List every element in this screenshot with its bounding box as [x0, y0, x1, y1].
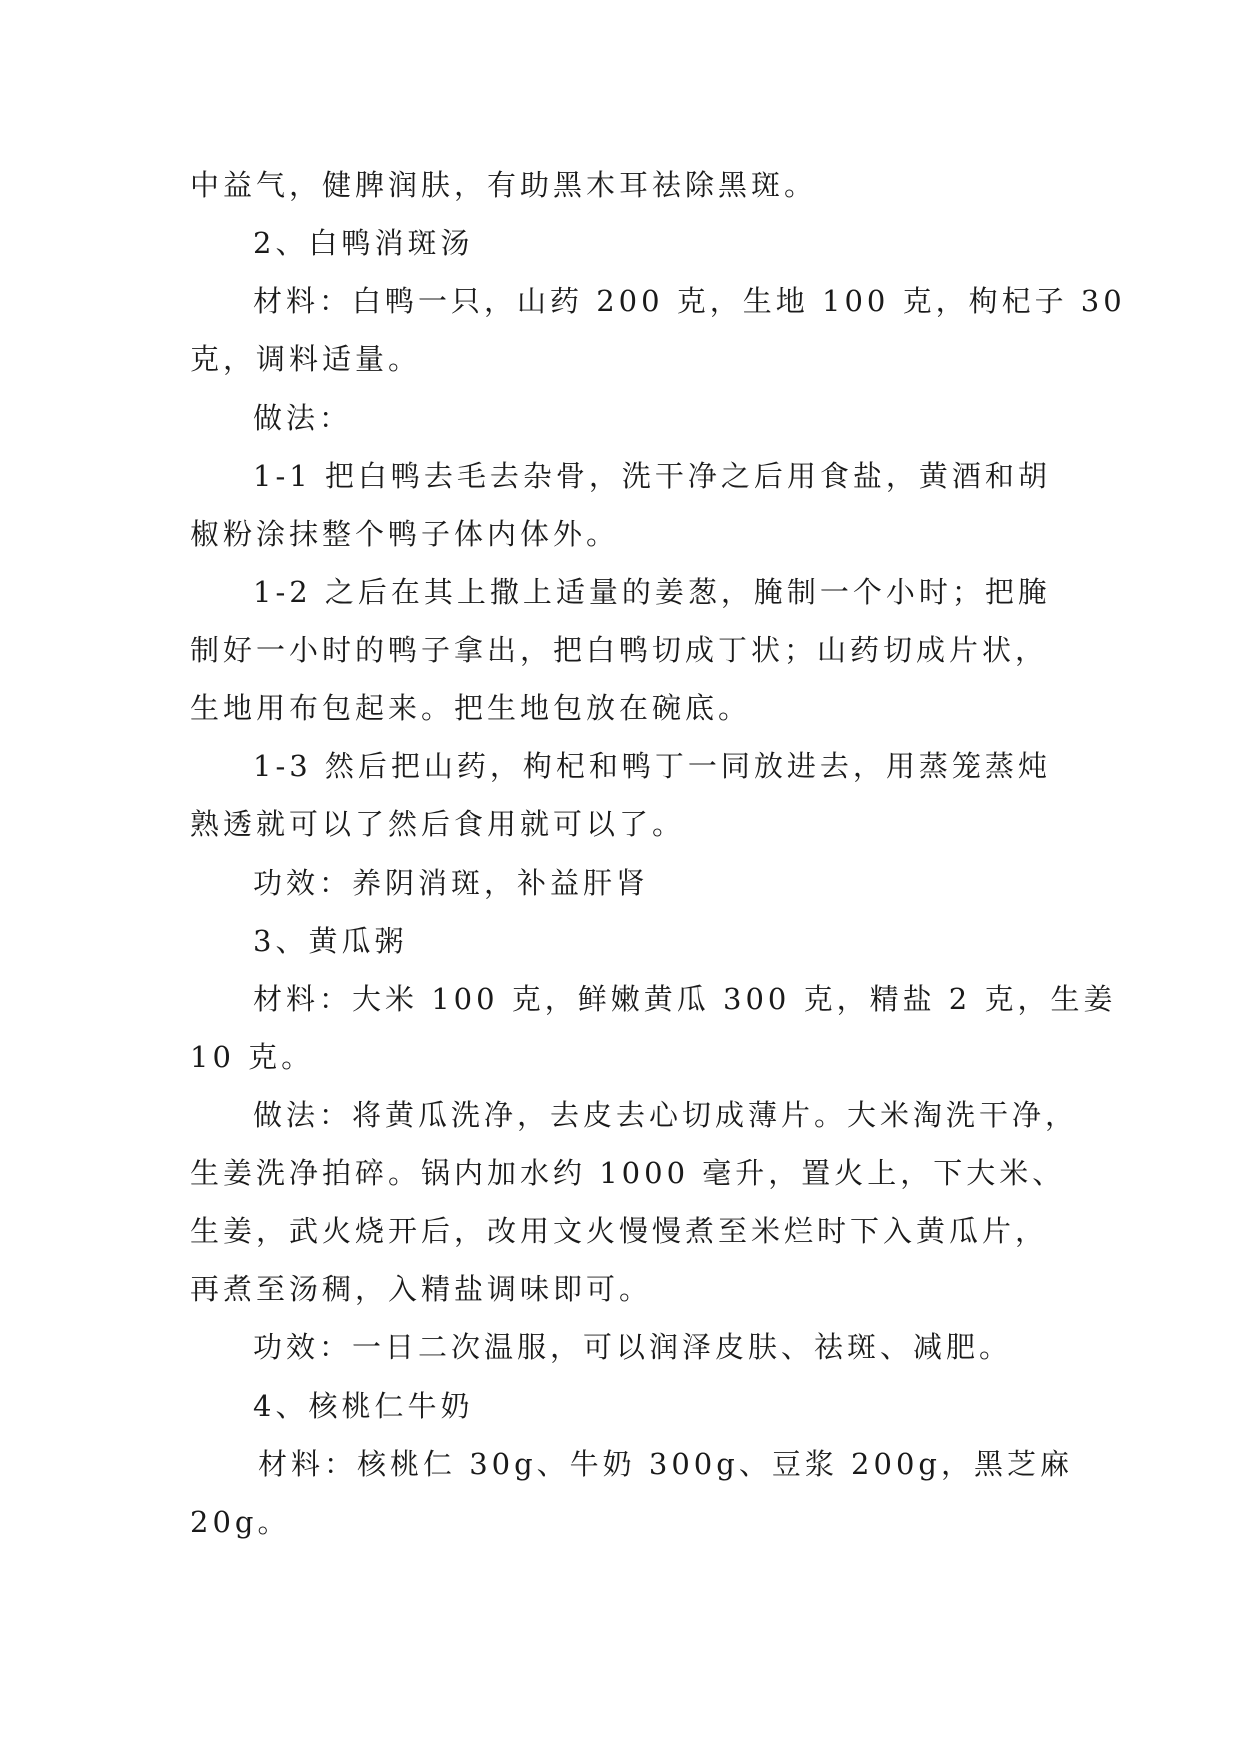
text-line: 制好一小时的鸭子拿出，把白鸭切成丁状；山药切成片状， [190, 633, 1049, 667]
text-line: 做法： [253, 401, 353, 435]
text-line: 功效：养阴消斑，补益肝肾 [253, 866, 650, 900]
text-line: 椒粉涂抹整个鸭子体内体外。 [190, 517, 620, 551]
text-line: 生姜洗净拍碎。锅内加水约 1000 毫升，置火上，下大米、 [190, 1156, 1066, 1190]
text-line: 克，调料适量。 [190, 342, 422, 376]
text-line: 1-3 然后把山药，枸杞和鸭丁一同放进去，用蒸笼蒸炖 [253, 749, 1051, 783]
text-line: 材料：大米 100 克，鲜嫩黄瓜 300 克，精盐 2 克，生姜 [253, 982, 1117, 1016]
text-line: 生姜，武火烧开后，改用文火慢慢煮至米烂时下入黄瓜片， [190, 1214, 1049, 1248]
text-line: 做法：将黄瓜洗净，去皮去心切成薄片。大米淘洗干净， [253, 1098, 1079, 1132]
section-heading: 3、黄瓜粥 [253, 924, 408, 958]
text-line: 中益气，健脾润肤，有助黑木耳祛除黑斑。 [190, 168, 818, 202]
text-line: 1-2 之后在其上撒上适量的姜葱，腌制一个小时；把腌 [253, 575, 1051, 609]
section-heading: 2、白鸭消斑汤 [253, 226, 474, 260]
text-line: 材料：白鸭一只，山药 200 克，生地 100 克，枸杞子 30 [253, 284, 1126, 318]
text-line: 1-1 把白鸭去毛去杂骨，洗干净之后用食盐，黄酒和胡 [253, 459, 1051, 493]
text-line: 生地用布包起来。把生地包放在碗底。 [190, 691, 752, 725]
text-line: 功效：一日二次温服，可以润泽皮肤、祛斑、减肥。 [253, 1330, 1013, 1364]
text-line: 材料：核桃仁 30g、牛奶 300g、豆浆 200g，黑芝麻 [258, 1447, 1073, 1481]
text-line: 10 克。 [190, 1040, 315, 1074]
text-line: 再煮至汤稠，入精盐调味即可。 [190, 1272, 653, 1306]
text-line: 熟透就可以了然后食用就可以了。 [190, 807, 686, 841]
section-heading: 4、核桃仁牛奶 [253, 1389, 474, 1423]
text-line: 20g。 [190, 1505, 291, 1539]
